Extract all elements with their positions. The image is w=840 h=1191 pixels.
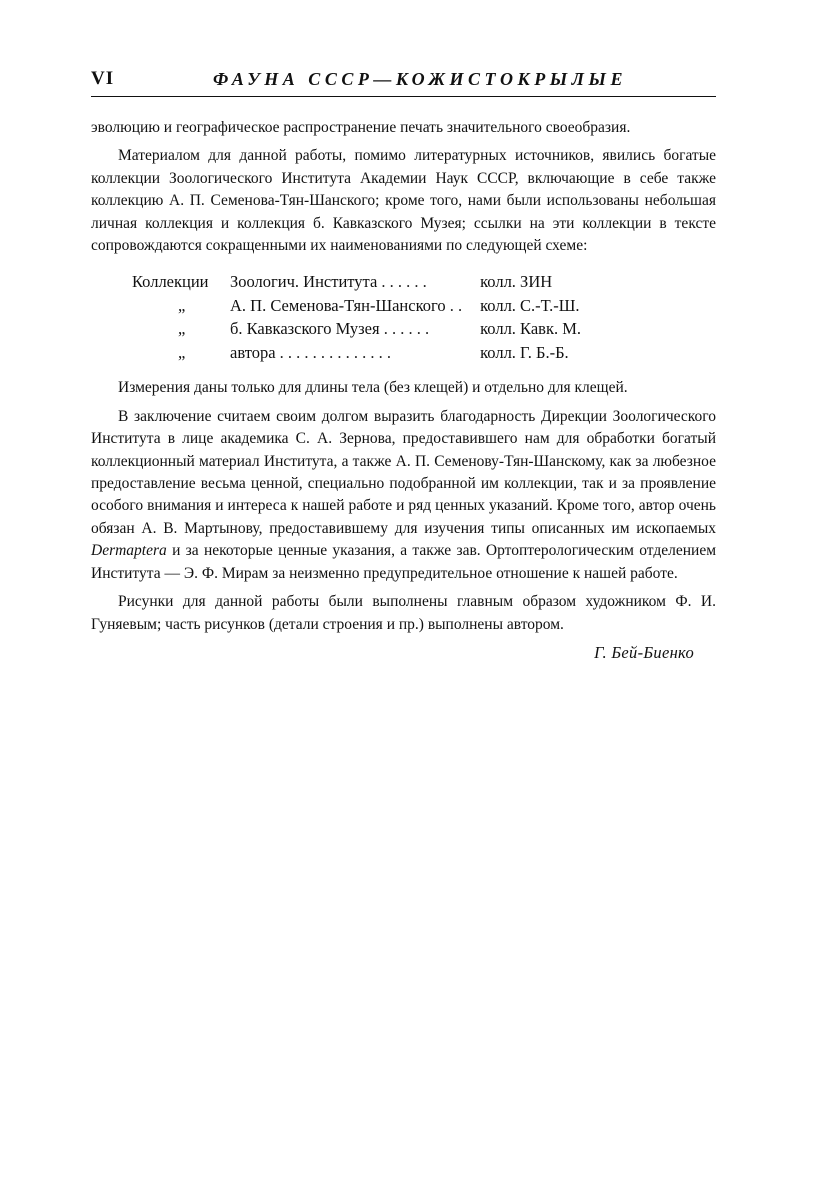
collections-table xyxy=(132,271,581,365)
collection-abbr: колл. Г. Б.-Б. xyxy=(480,342,569,362)
page-header xyxy=(91,68,716,94)
collections-lead: Коллекции xyxy=(132,272,209,292)
page-number: VI xyxy=(91,68,115,89)
author-signature: Г. Бей-Биенко xyxy=(594,642,694,662)
paragraph-continuation: эволюцию и географическое распространение печать значительного своеобразия. xyxy=(91,119,631,136)
collection-row xyxy=(132,318,581,342)
collection-abbr: колл. ЗИН xyxy=(480,272,553,292)
collection-row xyxy=(132,342,581,366)
taxon-name: Dermaptera xyxy=(91,542,167,560)
ditto-mark: „ xyxy=(178,295,186,315)
leader-dots: . . . . . . . . . . . . . . xyxy=(279,342,392,362)
ditto-mark: „ xyxy=(178,319,186,339)
ditto-mark: „ xyxy=(178,342,186,362)
body-text xyxy=(91,117,716,664)
leader-dots: . . xyxy=(449,295,463,315)
leader-dots: . . . . . . xyxy=(381,272,427,292)
paragraph-measurements: Измерения даны только для длины тела (без клещей) и отдельно для клещей. xyxy=(118,379,628,397)
collection-row xyxy=(132,295,581,319)
collection-name: б. Кавказского Музея xyxy=(230,319,380,339)
collection-abbr: колл. Кавк. М. xyxy=(480,319,582,339)
collection-name: А. П. Семенова-Тян-Шанского xyxy=(230,295,446,315)
paragraph-acknowledgements xyxy=(91,406,716,585)
paragraph-illustrations: Рисунки для данной работы были выполнены главным образом художником Ф. И. Гуняевым; часть рисунков (детали строения и пр.) выполнены автором. xyxy=(91,593,716,633)
leader-dots: . . . . . . xyxy=(383,319,430,339)
header-rule xyxy=(91,96,716,97)
ack-text-after: и за некоторые ценные указания, а также зав. Ортоптерологическим отделением Института — Э. Ф. Мирам за неизменно предупредительное отношение к нашей работе. xyxy=(91,542,717,582)
collection-row xyxy=(132,271,581,295)
running-title: ФАУНА СССР—КОЖИСТОКРЫЛЫЕ xyxy=(213,69,627,89)
collection-abbr: колл. С.-Т.-Ш. xyxy=(480,295,580,315)
ack-text-before: В заключение считаем своим долгом выразить благодарность Дирекции Зоологического Института в лице академика С. А. Зернова, предоставившего нам для обработки богатый коллекционный материал Института, а также А. П. Семенову-Тян-Шанскому, как за любезное предоставление весьма ценной, специально подобранной им коллекции, так и за проявление особого внимания и интереса к нашей работе и ряд ценных указаний. Кроме того, автор очень обязан А. В. Мартынову, предоставившему для изучения типы описанных им ископаемых xyxy=(91,407,716,537)
paragraph-materials: Материалом для данной работы, помимо литературных источников, явились богатые коллекции Зоологического Института Академии Наук СССР, включающие в себе также коллекцию А. П. Семенова-Тян-Шанского; кроме того, нами были использованы небольшая личная коллекция и коллекция б. Кавказского Музея; ссылки на эти коллекции в тексте сопровождаются сокращенными их наименованиями по следующей схеме: xyxy=(91,147,716,255)
collection-name: автора xyxy=(230,342,276,362)
collection-name: Зоологич. Института xyxy=(230,272,378,292)
